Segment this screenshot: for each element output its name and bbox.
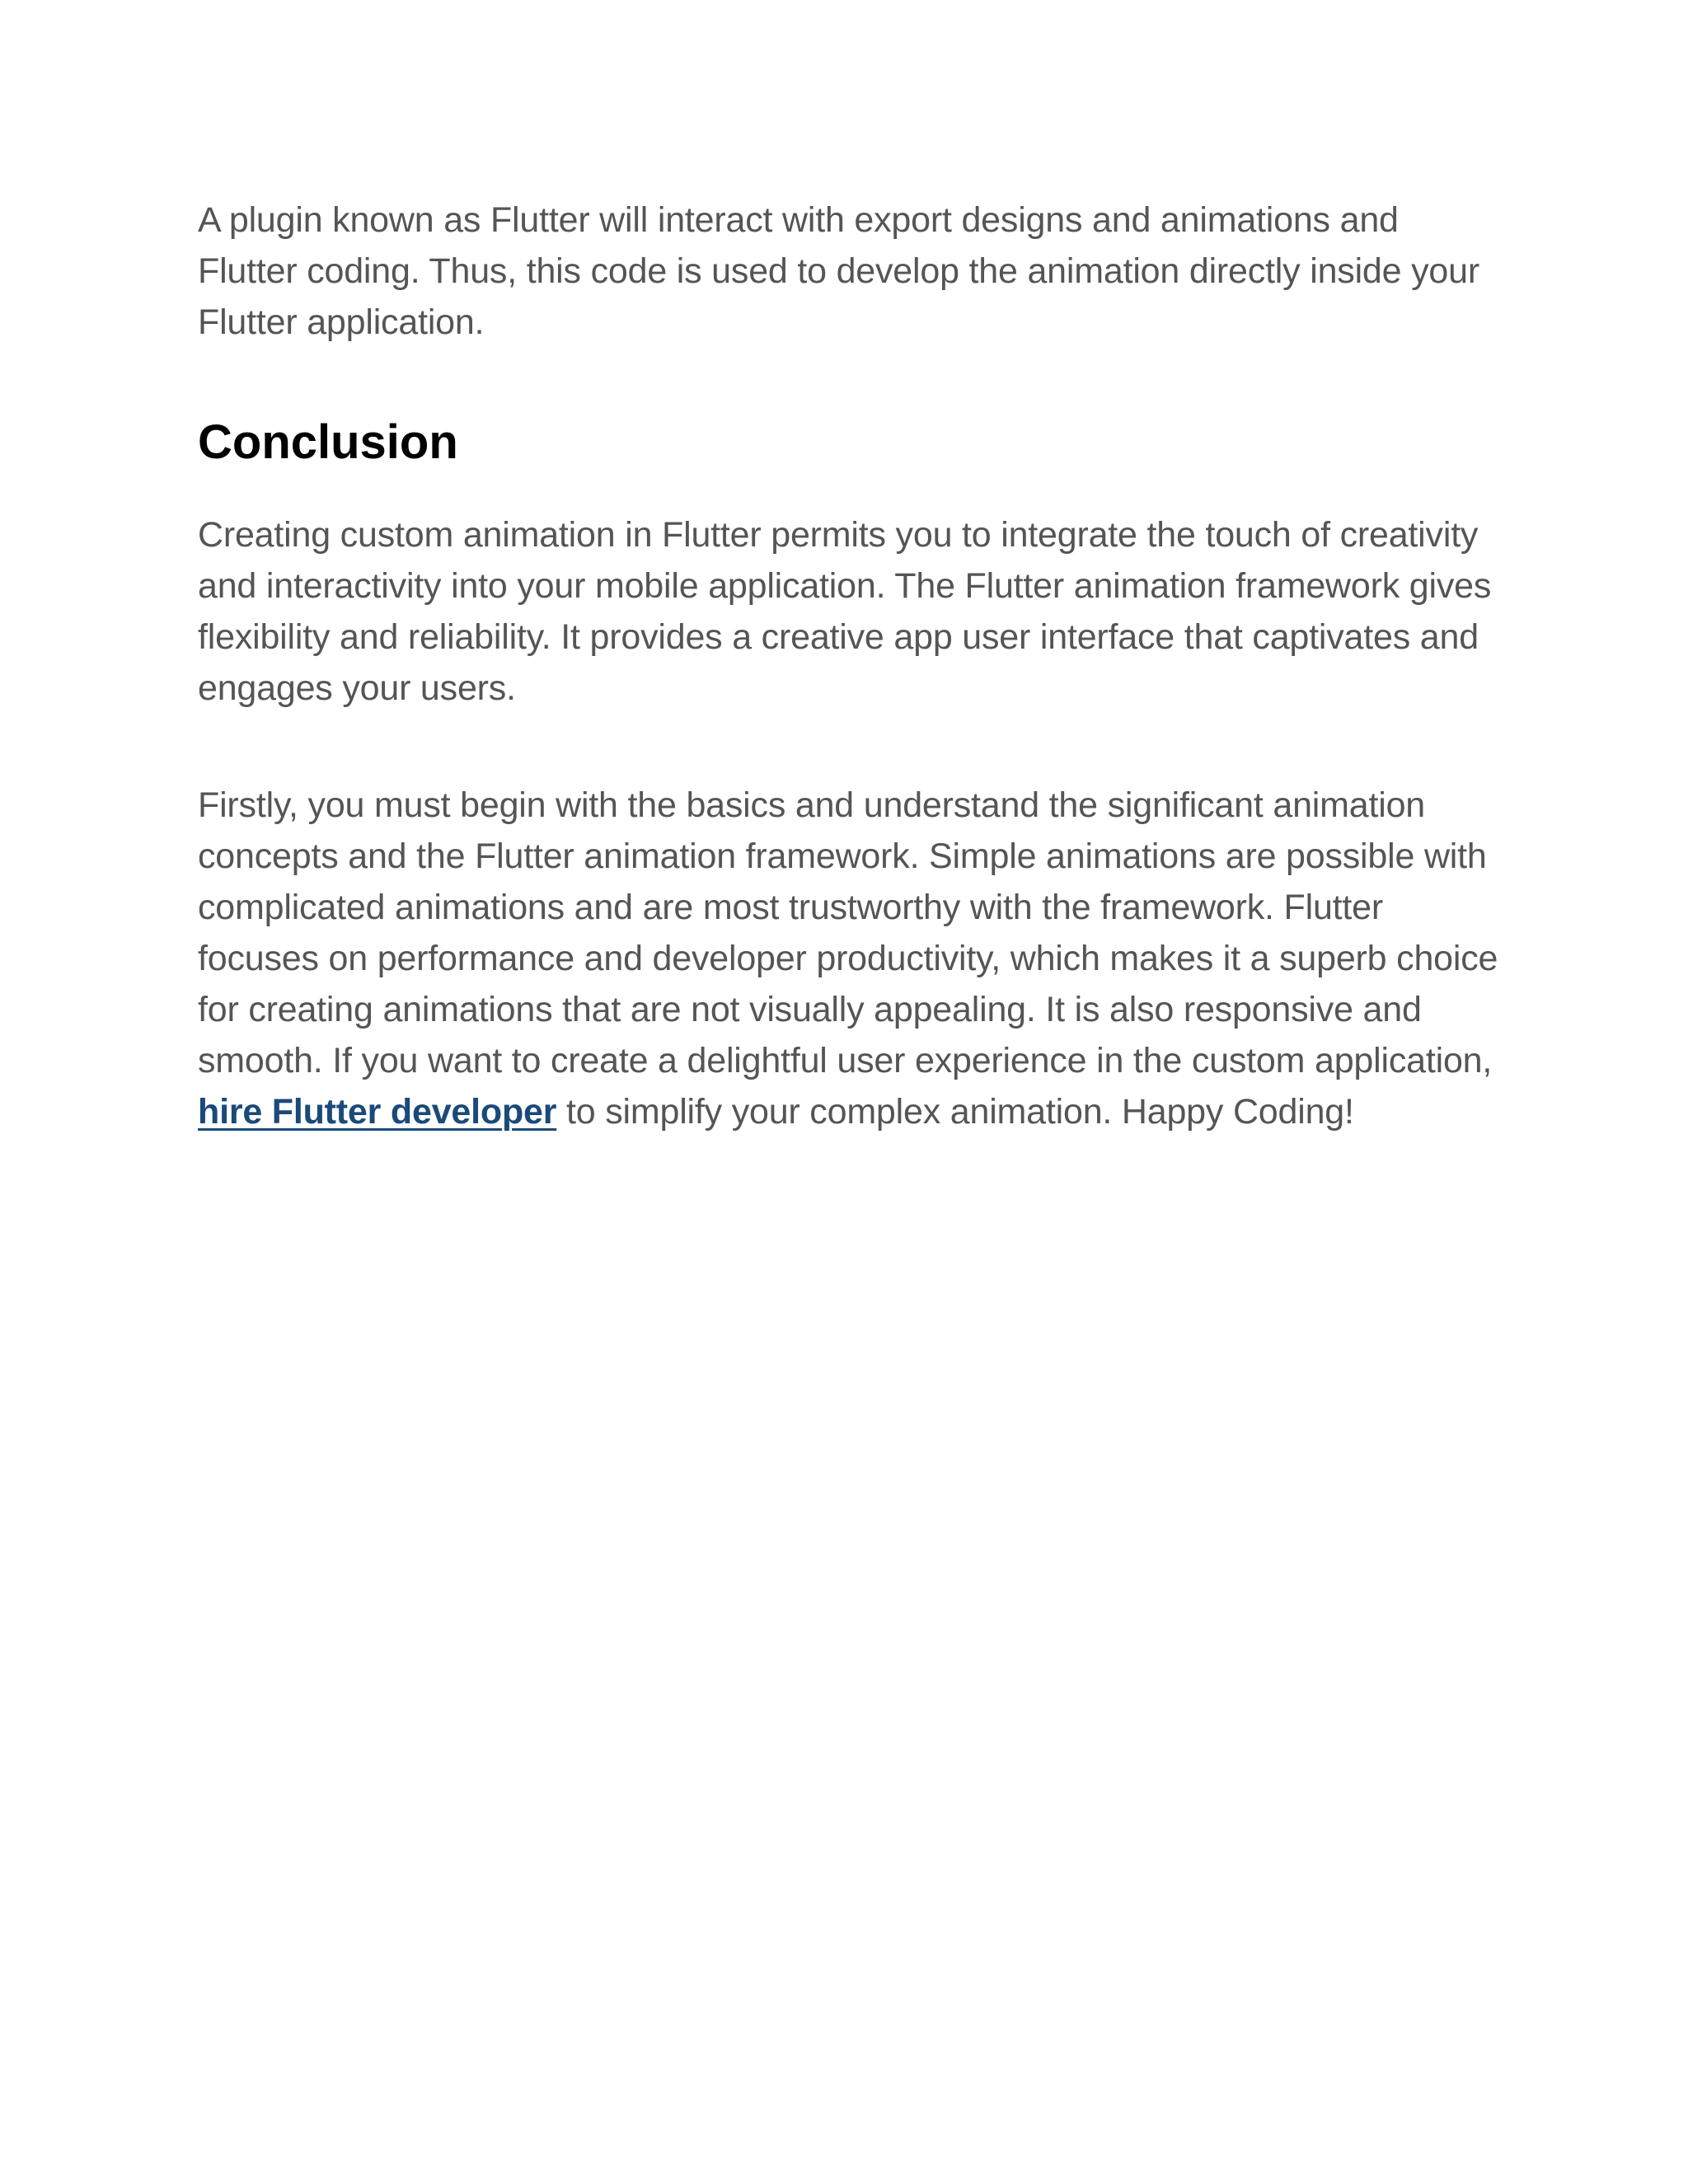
- document-page: [198, 194, 1500, 1137]
- hire-flutter-developer-link[interactable]: hire Flutter developer: [198, 1092, 557, 1132]
- conclusion-heading: Conclusion: [198, 415, 458, 469]
- closing-text-after-link: to simplify your complex animation. Happy Coding!: [556, 1092, 1354, 1132]
- intro-paragraph: A plugin known as Flutter will interact with export designs and animations and Flutter coding. Thus, this code is used to develop the animation directly inside your Flutter application.: [198, 200, 1479, 342]
- conclusion-paragraph: Creating custom animation in Flutter permits you to integrate the touch of creativity and interactivity into your mobile application. The Flutter animation framework gives flexibility and reliability. It provides a creative app user interface that captivates and engages your users.: [198, 515, 1492, 708]
- closing-paragraph: [198, 780, 1500, 1137]
- closing-text-before-link: Firstly, you must begin with the basics and understand the significant animation concepts and the Flutter animation framework. Simple animations are possible with complicated animations and are most trustworthy with the framework. Flutter focuses on performance and developer productivity, which makes it a superb choice for creating animations that are not visually appealing. It is also responsive and smooth. If you want to create a delightful user experience in the custom application,: [198, 785, 1498, 1080]
